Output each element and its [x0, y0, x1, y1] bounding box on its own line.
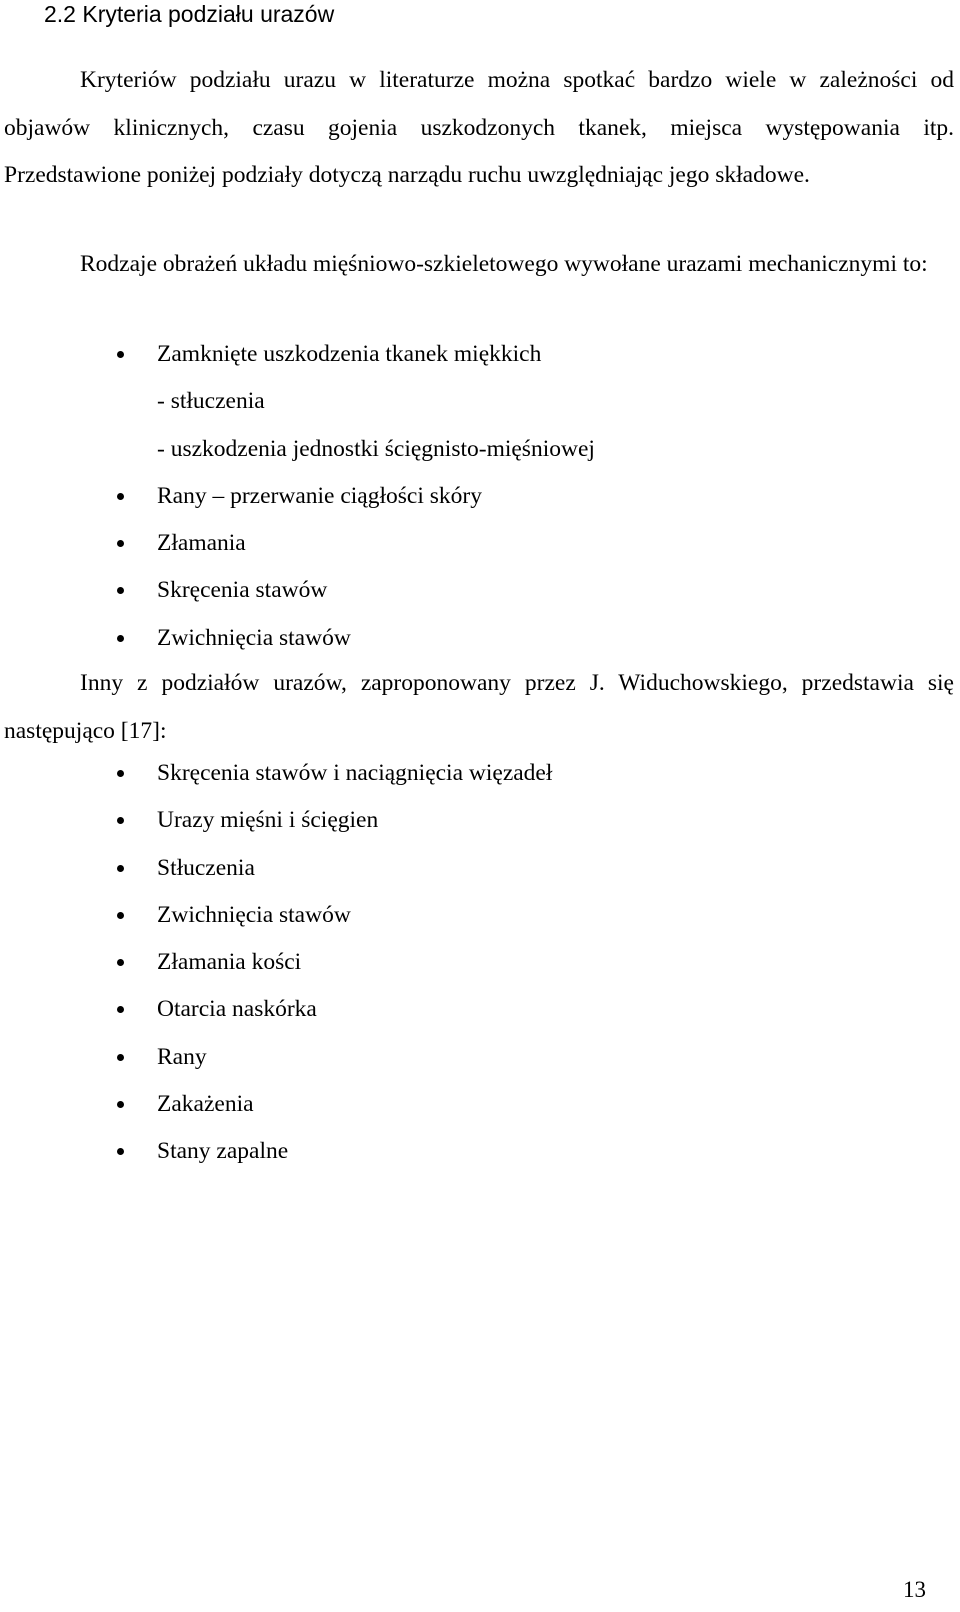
bullet-icon [117, 1101, 124, 1108]
bullet-icon [117, 493, 124, 500]
bullet-icon [117, 912, 124, 919]
bullet-icon [117, 1148, 124, 1155]
bullet-icon [117, 587, 124, 594]
list-item [0, 797, 960, 844]
list-item-text: Urazy mięśni i ścięgien [157, 807, 379, 834]
injury-types-list [0, 331, 960, 662]
paragraph-widuchowski: Inny z podziałów urazów, zaproponowany przez J. Widuchowskiego, przedstawia się następująco [17]: [4, 670, 954, 744]
bullet-icon [117, 817, 124, 824]
list-item-text: - stłuczenia [157, 388, 265, 415]
list-item-text: Zamknięte uszkodzenia tkanek miękkich [157, 341, 542, 367]
list-item-text: Skręcenia stawów [157, 577, 328, 604]
paragraph-injury-types: Rodzaje obrażeń układu mięśniowo-szkieletowego wywołane urazami mechanicznymi to: [80, 251, 928, 277]
bullet-icon [117, 865, 124, 872]
list-item-text: Skręcenia stawów i naciągnięcia więzadeł [157, 760, 553, 786]
list-item-text: Złamania kości [157, 949, 302, 976]
list-item [0, 426, 960, 473]
bullet-icon [117, 770, 124, 777]
bullet-icon [117, 635, 124, 642]
widuchowski-list [0, 750, 960, 1176]
list-item [0, 892, 960, 939]
bullet-icon [117, 959, 124, 966]
list-item-text: Rany [157, 1043, 207, 1070]
list-item-text: Zakażenia [157, 1091, 254, 1118]
list-item [0, 1081, 960, 1128]
list-item [0, 520, 960, 567]
list-item [0, 331, 960, 378]
list-item [0, 1034, 960, 1081]
list-item-text: Otarcia naskórka [157, 996, 317, 1023]
list-item [0, 986, 960, 1033]
list-item [0, 845, 960, 892]
list-item-text: Złamania [157, 530, 246, 557]
list-item-text: Stany zapalne [157, 1138, 289, 1165]
list-item-text: Zwichnięcia stawów [157, 901, 351, 928]
page-number: 13 [903, 1577, 926, 1602]
list-item [0, 939, 960, 986]
list-item [0, 378, 960, 425]
list-item-text: Stłuczenia [157, 854, 255, 881]
paragraph-intro: Kryteriów podziału urazu w literaturze można spotkać bardzo wiele w zależności od objawów klinicznych, czasu gojenia uszkodzonych tkanek, miejsca występowania itp. Przedstawione poniżej podziały dotyczą narządu ruchu uwzględniając jego składowe. [4, 67, 954, 188]
list-item [0, 1128, 960, 1175]
list-item [0, 473, 960, 520]
list-item [0, 567, 960, 614]
bullet-icon [117, 351, 124, 358]
list-item-text: - uszkodzenia jednostki ścięgnisto-mięśniowej [157, 435, 595, 462]
list-item-text: Zwichnięcia stawów [157, 624, 351, 651]
bullet-icon [117, 1054, 124, 1061]
list-item [0, 750, 960, 797]
list-item [0, 615, 960, 662]
section-heading: 2.2 Kryteria podziału urazów [44, 1, 335, 27]
list-item-text: Rany – przerwanie ciągłości skóry [157, 482, 482, 509]
bullet-icon [117, 1006, 124, 1013]
bullet-icon [117, 540, 124, 547]
